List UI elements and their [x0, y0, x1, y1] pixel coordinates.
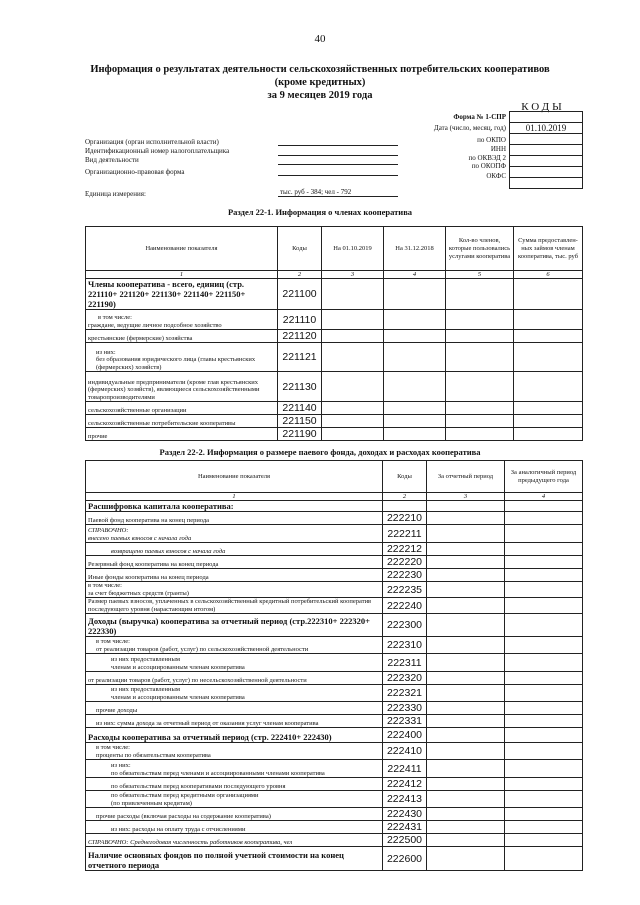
value-cell[interactable] — [427, 847, 505, 871]
colnum: 6 — [514, 271, 583, 279]
row-label-line1: Расходы кооператива за отчетный период (стр. 222410+ 222430) — [88, 732, 332, 742]
value-cell[interactable] — [384, 330, 446, 343]
row-label — [86, 728, 383, 743]
value-cell[interactable] — [505, 743, 583, 760]
row-label-line1: в том числе: — [88, 582, 122, 589]
fund-header-row — [86, 461, 583, 493]
value-cell[interactable] — [427, 525, 505, 543]
row-label-line1: Доходы (выручка) кооператива за отчетный период (стр.222310+ 222320+ 222330) — [88, 616, 370, 636]
code-cell-form — [510, 112, 582, 123]
value-cell[interactable] — [384, 428, 446, 441]
row-code: 222411 — [383, 760, 427, 778]
value-cell[interactable] — [505, 847, 583, 871]
row-label — [86, 343, 278, 372]
header-indicator: Наименование показателя — [86, 227, 278, 271]
code-cell-okved — [510, 156, 582, 167]
value-cell[interactable] — [505, 598, 583, 614]
table-row — [86, 372, 583, 402]
org-underline — [278, 145, 398, 146]
table-row — [86, 821, 583, 834]
value-cell[interactable] — [427, 791, 505, 808]
tin-underline — [278, 155, 398, 156]
value-cell[interactable] — [505, 834, 583, 847]
header-current-period: За отчетный период — [427, 461, 505, 493]
value-cell[interactable] — [384, 343, 446, 372]
fund-colnum-row — [86, 493, 583, 501]
header-loans: Сумма предоставлен-ных займов членам кооператива, тыс. руб — [514, 227, 583, 271]
row-code: 222235 — [383, 582, 427, 598]
header-previous-period: За аналогичный период предыдущего года — [505, 461, 583, 493]
org-label: Организация (орган исполнительной власти) — [85, 138, 219, 146]
value-cell[interactable] — [505, 778, 583, 791]
value-cell[interactable] — [505, 791, 583, 808]
value-cell[interactable] — [505, 821, 583, 834]
colnum: 3 — [427, 493, 505, 501]
value-cell[interactable] — [505, 556, 583, 569]
row-label-line2: граждане, ведущие личное подсобное хозяйство — [88, 321, 222, 329]
row-code: 222212 — [383, 543, 427, 556]
value-cell[interactable] — [446, 279, 514, 310]
row-code: 222330 — [383, 702, 427, 715]
row-code: 221120 — [278, 330, 322, 343]
colnum: 1 — [86, 493, 383, 501]
header-codes: Коды — [383, 461, 427, 493]
row-label — [86, 569, 383, 582]
row-label: прочие — [86, 428, 278, 441]
row-code: 222310 — [383, 637, 427, 654]
value-cell[interactable] — [427, 743, 505, 760]
table-row — [86, 582, 583, 598]
table-row — [86, 402, 583, 415]
row-code: 222413 — [383, 791, 427, 808]
fund-table-body — [86, 501, 583, 871]
colnum: 1 — [86, 271, 278, 279]
table-row — [86, 279, 583, 310]
okpo-label: по ОКПО — [477, 136, 506, 144]
table-row — [86, 715, 583, 728]
row-label-line2: по обязательствам перед членами и ассоциированными членами кооператива — [111, 769, 325, 777]
row-label-line1: Резервный фонд кооператива на конец периода — [88, 560, 219, 568]
value-cell[interactable] — [505, 672, 583, 685]
value-cell[interactable] — [505, 543, 583, 556]
code-cell-inn — [510, 145, 582, 156]
row-label — [86, 743, 383, 760]
row-label-line2: без образования юридического лица (главы крестьянских (фермерских) хозяйств) — [96, 356, 256, 371]
colnum: 4 — [505, 493, 583, 501]
value-cell[interactable] — [427, 821, 505, 834]
row-label-line2: от реализации товаров (работ, услуг) по сельскохозяйственной деятельности — [96, 645, 309, 653]
value-cell[interactable] — [427, 702, 505, 715]
value-cell[interactable] — [427, 654, 505, 672]
row-label — [86, 501, 383, 512]
value-cell[interactable] — [427, 614, 505, 637]
row-label — [86, 556, 383, 569]
row-label-line2: за счет бюджетных средств (гранты) — [88, 589, 189, 597]
table-row — [86, 637, 583, 654]
value-cell[interactable] — [384, 402, 446, 415]
table-row — [86, 654, 583, 672]
value-cell[interactable] — [427, 778, 505, 791]
row-label — [86, 582, 383, 598]
value-cell[interactable] — [427, 637, 505, 654]
table-row — [86, 760, 583, 778]
value-cell[interactable] — [427, 582, 505, 598]
unit-value: тыс. руб - 384; чел - 792 — [280, 188, 352, 196]
value-cell[interactable] — [384, 415, 446, 428]
value-cell[interactable] — [514, 402, 583, 415]
code-cell-okopf — [510, 167, 582, 178]
value-cell[interactable] — [505, 760, 583, 778]
table-row — [86, 808, 583, 821]
row-code: 221130 — [278, 372, 322, 402]
colnum: 2 — [278, 271, 322, 279]
section1-title: Раздел 22-1. Информация о членах кооператива — [227, 207, 413, 217]
title-line-2: (кроме кредитных) — [274, 77, 366, 88]
okfs-label: ОКФС — [486, 172, 506, 180]
row-label-line2: (по привлеченным кредитам) — [111, 799, 192, 807]
value-cell[interactable] — [505, 685, 583, 702]
row-label — [86, 702, 383, 715]
value-cell[interactable] — [384, 372, 446, 402]
value-cell[interactable] — [427, 512, 505, 525]
row-code: 222240 — [383, 598, 427, 614]
inn-label: ИНН — [490, 145, 506, 153]
value-cell[interactable] — [505, 512, 583, 525]
value-cell[interactable] — [514, 415, 583, 428]
row-label-line1: по обязательствам перед кооперативами последующего уровня — [111, 782, 286, 790]
table-row — [86, 525, 583, 543]
value-cell[interactable] — [427, 543, 505, 556]
value-cell[interactable] — [384, 279, 446, 310]
okopf-label: по ОКОПФ — [471, 162, 506, 170]
form-label: Форма № 1-СПР — [453, 113, 506, 121]
table-row — [86, 685, 583, 702]
row-label — [86, 543, 383, 556]
table-row — [86, 543, 583, 556]
row-code: 222210 — [383, 512, 427, 525]
table-row — [86, 743, 583, 760]
value-cell[interactable] — [446, 402, 514, 415]
okved-label: по ОКВЭД 2 — [468, 154, 506, 162]
value-cell[interactable] — [505, 614, 583, 637]
row-label — [86, 715, 383, 728]
row-code: 222331 — [383, 715, 427, 728]
value-cell[interactable] — [505, 728, 583, 743]
row-label — [86, 310, 278, 330]
row-label-line1: Иные фонды кооператива на конец периода — [88, 573, 209, 581]
members-table — [85, 226, 583, 441]
value-cell[interactable] — [505, 654, 583, 672]
row-label-line2: членам и ассоциированным членам кооператива — [111, 663, 245, 671]
row-code: 221190 — [278, 428, 322, 441]
header-date2: На 31.12.2018 — [384, 227, 446, 271]
value-cell[interactable] — [427, 556, 505, 569]
colnum: 3 — [322, 271, 384, 279]
table-row — [86, 310, 583, 330]
value-cell[interactable] — [322, 310, 384, 330]
row-label-line1: от реализации товаров (работ, услуг) по несельскохозяйственной деятельности — [88, 676, 307, 684]
code-cell-okpo — [510, 134, 582, 145]
row-code: 222211 — [383, 525, 427, 543]
row-label-line1: по обязательствам перед кредитными организациями — [111, 792, 259, 799]
page-number: 40 — [314, 33, 326, 45]
row-label-line1: Расшифровка капитала кооператива: — [88, 501, 234, 511]
codes-header: КОДЫ — [521, 101, 565, 113]
row-code: 221100 — [278, 279, 322, 310]
table-row — [86, 415, 583, 428]
members-colnum-row — [86, 271, 583, 279]
row-label-line1: из них предоставленным — [111, 686, 180, 693]
table-row — [86, 512, 583, 525]
row-label — [86, 614, 383, 637]
row-label-line1: Паевой фонд кооператива на конец периода — [88, 516, 210, 524]
value-cell[interactable] — [514, 372, 583, 402]
title-line-3: за 9 месяцев 2019 года — [267, 90, 373, 101]
row-code: 222500 — [383, 834, 427, 847]
members-header-row — [86, 227, 583, 271]
row-code: 222410 — [383, 743, 427, 760]
value-cell[interactable] — [514, 428, 583, 441]
value-cell[interactable] — [427, 728, 505, 743]
row-code: 221140 — [278, 402, 322, 415]
unit-underline — [278, 196, 398, 197]
table-row — [86, 556, 583, 569]
table-row — [86, 501, 583, 512]
row-label — [86, 791, 383, 808]
value-cell[interactable] — [322, 330, 384, 343]
value-cell[interactable] — [505, 569, 583, 582]
table-row — [86, 598, 583, 614]
row-code: 222220 — [383, 556, 427, 569]
value-cell[interactable] — [446, 415, 514, 428]
table-row — [86, 343, 583, 372]
value-cell[interactable] — [505, 637, 583, 654]
value-cell[interactable] — [427, 672, 505, 685]
value-cell[interactable] — [427, 569, 505, 582]
row-label — [86, 637, 383, 654]
value-cell[interactable] — [505, 501, 583, 512]
value-cell[interactable] — [446, 343, 514, 372]
section2-title: Раздел 22-2. Информация о размере паевого фонда, доходах и расходах кооператива — [159, 447, 481, 457]
value-cell[interactable] — [427, 808, 505, 821]
value-cell[interactable] — [505, 808, 583, 821]
value-cell[interactable] — [322, 415, 384, 428]
date-label: Дата (число, месяц, год) — [433, 124, 506, 132]
value-cell[interactable] — [427, 685, 505, 702]
value-cell[interactable] — [505, 715, 583, 728]
row-code: 222431 — [383, 821, 427, 834]
colnum: 2 — [383, 493, 427, 501]
row-label: Члены кооператива - всего, единиц (стр. 221110+ 221120+ 221130+ 221140+ 221150+ 221190) — [86, 279, 278, 310]
row-code: 222400 — [383, 728, 427, 743]
row-code: 221121 — [278, 343, 322, 372]
row-label-line1: Размер паевых взносов, уплаченных в сельскохозяйственный кредитный потребительский кооператив последующего уровня (нарастающим итогом) — [88, 598, 372, 613]
activity-label: Вид деятельности — [85, 156, 139, 164]
value-cell[interactable] — [322, 402, 384, 415]
row-code: 222230 — [383, 569, 427, 582]
row-code: 222600 — [383, 847, 427, 871]
row-code: 222412 — [383, 778, 427, 791]
row-label — [86, 598, 383, 614]
value-cell[interactable] — [427, 501, 505, 512]
value-cell[interactable] — [446, 330, 514, 343]
table-row — [86, 614, 583, 637]
row-label: сельскохозяйственные организации — [86, 402, 278, 415]
row-label-line1: СПРАВОЧНО: — [88, 527, 129, 534]
row-label-line1: из них: сумма дохода за отчетный период от оказания услуг членам кооператива — [96, 719, 319, 727]
row-label-line1: из них предоставленным — [111, 656, 180, 663]
row-label-line1: из них: — [96, 348, 116, 356]
value-cell[interactable] — [514, 330, 583, 343]
row-label: крестьянские (фермерские) хозяйства — [86, 330, 278, 343]
code-cell-okfs — [510, 178, 582, 188]
table-row — [86, 728, 583, 743]
value-cell[interactable] — [514, 310, 583, 330]
value-cell[interactable] — [505, 525, 583, 543]
value-cell[interactable] — [446, 428, 514, 441]
value-cell[interactable] — [446, 310, 514, 330]
row-label-line1: из них: — [111, 762, 131, 769]
row-code: 222300 — [383, 614, 427, 637]
header-indicator: Наименование показателя — [86, 461, 383, 493]
title-line-1: Информация о результатах деятельности сельскохозяйственных потребительских кооперативов — [90, 64, 550, 75]
value-cell[interactable] — [427, 760, 505, 778]
value-cell[interactable] — [384, 310, 446, 330]
legal-form-underline — [278, 175, 398, 176]
value-cell[interactable] — [322, 343, 384, 372]
legal-form-label: Организационно-правовая форма — [85, 168, 185, 176]
tin-label: Идентификационный номер налогоплательщика — [85, 147, 230, 155]
row-label — [86, 808, 383, 821]
value-cell[interactable] — [505, 702, 583, 715]
table-row — [86, 847, 583, 871]
value-cell[interactable] — [514, 343, 583, 372]
row-label-line1: возвращено паевых взносов с начала года — [111, 547, 226, 555]
value-cell[interactable] — [446, 372, 514, 402]
row-label-line1: в том числе: — [96, 638, 130, 645]
row-label — [86, 672, 383, 685]
row-code: 222320 — [383, 672, 427, 685]
value-cell[interactable] — [505, 582, 583, 598]
row-code: 221150 — [278, 415, 322, 428]
row-label — [86, 847, 383, 871]
table-row — [86, 778, 583, 791]
row-label-line1: Наличие основных фондов по полной учетной стоимости на конец отчетного периода — [88, 850, 344, 870]
row-label-line1: в том числе: — [96, 744, 130, 751]
colnum: 5 — [446, 271, 514, 279]
code-cell-date: 01.10.2019 — [510, 123, 582, 134]
row-label-line1: прочие доходы — [96, 706, 138, 714]
value-cell[interactable] — [322, 372, 384, 402]
document-title — [60, 63, 580, 102]
row-label: сельскохозяйственные потребительские кооперативы — [86, 415, 278, 428]
row-label-line1: СПРАВОЧНО: Среднегодовая численность работников кооператива, чел — [88, 838, 293, 846]
row-label-line2: проценты по обязательствам кооператива — [96, 751, 211, 759]
row-label — [86, 834, 383, 847]
table-row — [86, 569, 583, 582]
row-label-line2: внесено паевых взносов с начала года — [88, 534, 192, 542]
colnum: 4 — [384, 271, 446, 279]
row-label — [86, 685, 383, 702]
row-code: 222321 — [383, 685, 427, 702]
value-cell[interactable] — [514, 279, 583, 310]
unit-label: Единица измерения: — [85, 190, 146, 198]
row-label-line1: прочие расходы (включая расходы на содержание кооператива) — [96, 812, 271, 820]
row-code: 222430 — [383, 808, 427, 821]
row-label-line1: в том числе: — [98, 314, 132, 321]
header-codes: Коды — [278, 227, 322, 271]
fund-table — [85, 460, 583, 871]
row-label-line2: членам и ассоциированным членам кооператива — [111, 693, 245, 701]
row-label-line1: из них: расходы на оплату труда с отчислениями — [111, 825, 246, 833]
table-row — [86, 672, 583, 685]
row-label — [86, 778, 383, 791]
codes-box — [509, 111, 583, 189]
row-label — [86, 525, 383, 543]
row-label — [86, 821, 383, 834]
row-label — [86, 654, 383, 672]
value-cell[interactable] — [427, 834, 505, 847]
value-cell[interactable] — [322, 279, 384, 310]
row-label: индивидуальные предприниматели (кроме глав крестьянских (фермерских) хозяйств), являющиеся сельскохозяйственными товаропроизводителями — [86, 372, 278, 402]
table-row — [86, 428, 583, 441]
header-used-services: Кол-во членов, которые пользовались услугами кооператива — [446, 227, 514, 271]
row-code: 222311 — [383, 654, 427, 672]
value-cell[interactable] — [322, 428, 384, 441]
activity-underline — [278, 164, 398, 165]
value-cell[interactable] — [427, 715, 505, 728]
table-row — [86, 330, 583, 343]
value-cell[interactable] — [427, 598, 505, 614]
row-code: 221110 — [278, 310, 322, 330]
row-label — [86, 760, 383, 778]
table-row — [86, 791, 583, 808]
header-date1: На 01.10.2019 — [322, 227, 384, 271]
row-label — [86, 512, 383, 525]
table-row — [86, 834, 583, 847]
row-code — [383, 501, 427, 512]
table-row — [86, 702, 583, 715]
